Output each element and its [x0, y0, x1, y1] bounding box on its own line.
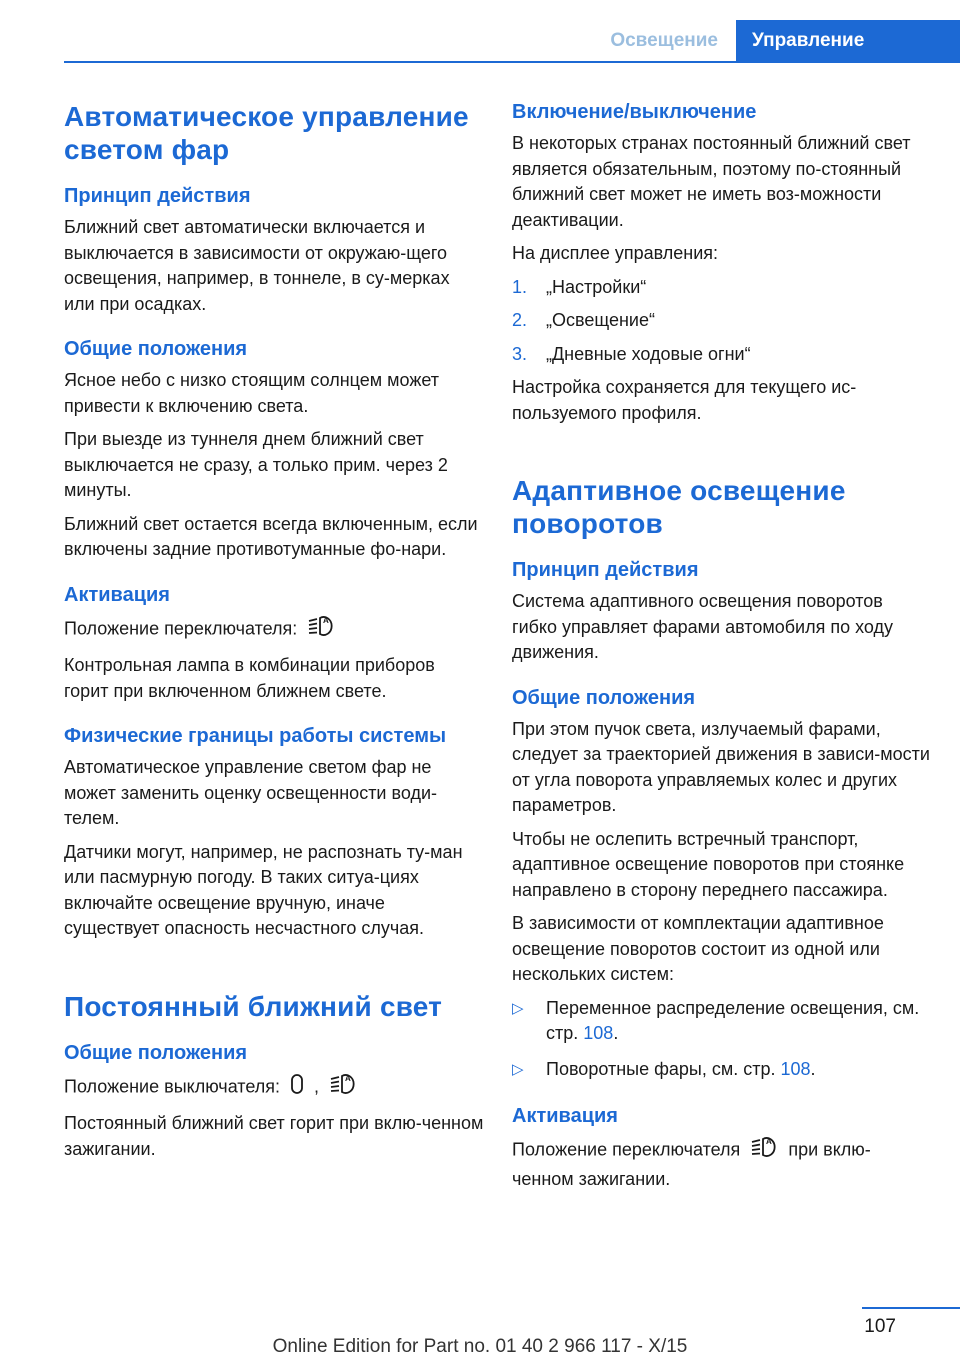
bullet-text: Поворотные фары, см. стр. 108.	[546, 1058, 816, 1079]
activation-pre-text: Положение переключателя	[512, 1139, 741, 1160]
triangle-bullet-icon: ▷	[512, 1060, 524, 1078]
subheading-general: Общие положения	[64, 338, 248, 360]
activation-text: Положение переключателя:	[64, 618, 298, 638]
svg-text:A: A	[766, 1137, 773, 1146]
paragraph-general-2: Чтобы не ослепить встречный транспорт, адаптивное освещение поворотов при стоянке направлено в сторону переднего пассажира.	[512, 828, 905, 900]
paragraph-constant-2: Постоянный ближний свет горит при вклю-ченном зажигании.	[64, 1113, 484, 1159]
paragraph-activation	[512, 1135, 932, 1192]
step-text: „Освещение“	[546, 310, 655, 330]
page-link[interactable]: 108	[780, 1058, 811, 1079]
heading-adaptive-cornering: Адаптивное освещение поворотов	[512, 475, 846, 539]
heading-auto-headlight: Автоматическое управление светом фар	[64, 101, 469, 165]
svg-text:A: A	[345, 1073, 351, 1083]
header-bar	[0, 20, 960, 62]
steps-list	[512, 275, 932, 368]
subheading-principle: Принцип действия	[512, 559, 699, 581]
step-number: 1.	[512, 276, 528, 297]
auto-light-switch-icon	[328, 1072, 358, 1104]
paragraph-general-3: В зависимости от комплектации адаптивное освещение поворотов состоит из одной или нескольких систем:	[512, 913, 884, 984]
paragraph-general-2: При выезде из туннеля днем ближний свет выключается не сразу, а только прим. через 2 минуты.	[64, 429, 448, 500]
off-position-icon	[289, 1072, 305, 1104]
page-number: 107	[864, 1316, 896, 1337]
subheading-general: Общие положения	[512, 686, 696, 709]
auto-light-switch-icon	[306, 614, 336, 646]
paragraph-principle: Система адаптивного освещения поворотов гибко управляет фарами автомобиля по ходу движения.	[512, 591, 894, 662]
page-link[interactable]: 108	[583, 1023, 614, 1043]
list-item	[512, 342, 932, 368]
paragraph-general-1: Ясное небо с низко стоящим солнцем может привести к включению света.	[64, 370, 440, 416]
tab-controls[interactable]: Управление	[736, 20, 960, 62]
tab-lighting[interactable]: Освещение	[610, 30, 718, 51]
systems-list	[512, 996, 932, 1083]
step-number: 2.	[512, 310, 528, 330]
left-column	[64, 100, 484, 1170]
constant-switch-text: Положение выключателя:	[64, 1076, 281, 1096]
step-number: 3.	[512, 343, 528, 364]
subheading-principle: Принцип действия	[64, 185, 251, 207]
svg-text:A: A	[323, 615, 330, 625]
paragraph-constant-1	[64, 1072, 484, 1104]
paragraph-activation-2: Контрольная лампа в комбинации приборов горит при включенном ближнем свете.	[64, 655, 435, 701]
paragraph-onoff-1: В некоторых странах постоянный ближний свет является обязательным, поэтому по-стоянный ближний свет может не иметь воз-можности деактивации.	[512, 133, 911, 230]
subheading-activation: Активация	[64, 583, 170, 606]
subheading-activation: Активация	[512, 1105, 618, 1127]
list-item	[512, 275, 932, 301]
paragraph-limits-2: Датчики могут, например, не распознать ту-ман или пасмурную погоду. В таких ситуа-циях включайте освещение вручную, иначе существует опасность несчастного случая.	[64, 841, 463, 938]
edition-footer: Online Edition for Part no. 01 40 2 966 117 - X/15	[272, 1336, 688, 1357]
subheading-on-off: Включение/выключение	[512, 101, 757, 123]
paragraph-activation-1	[64, 614, 484, 646]
subheading-limits: Физические границы работы системы	[64, 725, 447, 747]
footer-rule	[862, 1307, 960, 1309]
paragraph-onoff-2: На дисплее управления:	[512, 243, 719, 263]
triangle-bullet-icon: ▷	[512, 999, 524, 1017]
activation-post-text: при вклю-ченном зажигании.	[512, 1139, 871, 1189]
list-item	[512, 308, 932, 334]
list-item	[512, 1057, 932, 1083]
paragraph-limits-1: Автоматическое управление светом фар не может заменить оценку освещенности води-телем.	[64, 757, 438, 828]
paragraph-general-3: Ближний свет остается всегда включенным, если включены задние противотуманные фо-нари.	[64, 513, 478, 559]
header-rule	[64, 61, 960, 63]
subheading-constant-general: Общие положения	[64, 1041, 248, 1064]
heading-constant-low-beam: Постоянный ближний свет	[64, 990, 443, 1022]
step-text: „Дневные ходовые огни“	[546, 343, 751, 364]
constant-separator: ,	[314, 1076, 320, 1096]
bullet-text: Переменное распределение освещения, см. стр. 108.	[546, 997, 920, 1043]
right-column	[512, 100, 932, 1200]
step-text: „Настройки“	[546, 276, 647, 297]
paragraph-general-1: При этом пучок света, излучаемый фарами, следует за траекторией движения в зависи-мости от угла поворота управляемых колес и других параметров.	[512, 718, 930, 815]
paragraph-onoff-3: Настройка сохраняется для текущего ис-пользуемого профиля.	[512, 377, 857, 423]
paragraph-principle: Ближний свет автоматически включается и выключается в зависимости от окружаю-щего освещения, например, в тоннеле, в су-мерках или при осадках.	[64, 217, 450, 314]
auto-light-switch-icon	[749, 1135, 779, 1167]
list-item	[512, 996, 932, 1047]
